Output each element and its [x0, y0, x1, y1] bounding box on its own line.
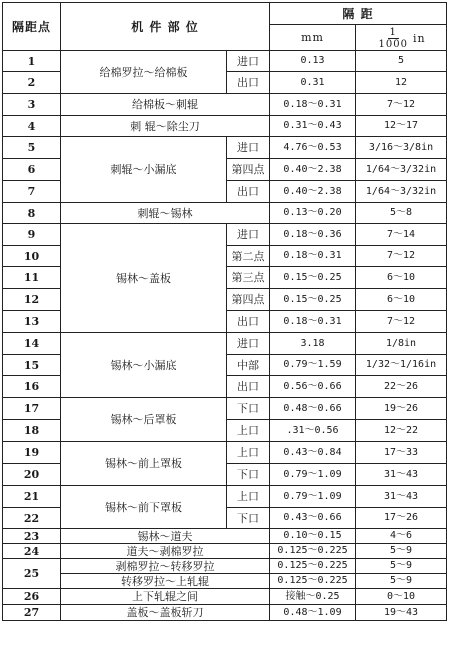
- point-number: 27: [3, 605, 61, 621]
- part-position: 锡林～道夫: [61, 529, 270, 544]
- gauge-settings-table: [2, 2, 447, 621]
- table-row: [3, 333, 447, 355]
- point-number: 12: [3, 289, 61, 311]
- point-number: 8: [3, 203, 61, 224]
- point-number: 16: [3, 376, 61, 398]
- point-number: 15: [3, 355, 61, 376]
- point-number: 22: [3, 508, 61, 529]
- sub-position: 进口: [227, 224, 270, 246]
- gauge-thou-value: 31～43: [356, 464, 447, 486]
- part-position: 锡林～盖板: [61, 224, 227, 333]
- gauge-thou-value: 31～43: [356, 486, 447, 508]
- gauge-mm-value: 0.79～1.09: [270, 486, 356, 508]
- point-number: 2: [3, 72, 61, 94]
- gauge-thou-value: 6～10: [356, 267, 447, 289]
- gauge-thou-value: 5: [356, 51, 447, 72]
- part-position: 上下轧辊之间: [61, 589, 270, 605]
- gauge-mm-value: 0.125～0.225: [270, 544, 356, 559]
- gauge-mm-value: 0.15～0.25: [270, 267, 356, 289]
- gauge-thou-value: 12～22: [356, 420, 447, 442]
- gauge-thou-value: 1/64～3/32in: [356, 181, 447, 203]
- gauge-mm-value: 0.18～0.36: [270, 224, 356, 246]
- sub-position: 上口: [227, 486, 270, 508]
- gauge-mm-value: 0.79～1.59: [270, 355, 356, 376]
- point-number: 19: [3, 442, 61, 464]
- sub-position: 第四点: [227, 159, 270, 181]
- sub-position: 进口: [227, 137, 270, 159]
- gauge-thou-value: 1/64～3/32in: [356, 159, 447, 181]
- part-position: 刺辊～小漏底: [61, 137, 227, 203]
- sub-position: 进口: [227, 51, 270, 72]
- sub-position: 上口: [227, 420, 270, 442]
- unit-fraction: $\frac{1}{1000}$: [378, 27, 408, 50]
- header-part: 机 件 部 位: [61, 3, 270, 51]
- point-number: 24: [3, 544, 61, 559]
- gauge-thou-value: 5～8: [356, 203, 447, 224]
- point-number: 20: [3, 464, 61, 486]
- sub-position: 出口: [227, 181, 270, 203]
- table-row: [3, 51, 447, 72]
- gauge-mm-value: 0.125～0.225: [270, 574, 356, 589]
- gauge-thou-value: 7～12: [356, 311, 447, 333]
- sub-position: 下口: [227, 398, 270, 420]
- part-position: 锡林～小漏底: [61, 333, 227, 398]
- gauge-thou-value: 17～33: [356, 442, 447, 464]
- point-number: 3: [3, 94, 61, 116]
- sub-position: 进口: [227, 333, 270, 355]
- gauge-thou-value: 7～14: [356, 224, 447, 246]
- gauge-thou-value: 4～6: [356, 529, 447, 544]
- part-position: 锡林～前上罩板: [61, 442, 227, 486]
- point-number: 1: [3, 51, 61, 72]
- point-number: 13: [3, 311, 61, 333]
- gauge-mm-value: 0.13～0.20: [270, 203, 356, 224]
- part-position: 道夫～剥棉罗拉: [61, 544, 270, 559]
- gauge-mm-value: 接触～0.25: [270, 589, 356, 605]
- table-row: [3, 559, 447, 574]
- point-number: 26: [3, 589, 61, 605]
- header-point: 隔距点: [3, 3, 61, 51]
- sub-position: 出口: [227, 376, 270, 398]
- point-number: 11: [3, 267, 61, 289]
- gauge-mm-value: 0.79～1.09: [270, 464, 356, 486]
- gauge-mm-value: 0.31: [270, 72, 356, 94]
- gauge-mm-value: 0.48～1.09: [270, 605, 356, 621]
- sub-position: 第四点: [227, 289, 270, 311]
- gauge-mm-value: 0.18～0.31: [270, 246, 356, 267]
- table-body: [3, 51, 447, 621]
- header-gauge: 隔 距: [270, 3, 447, 25]
- gauge-mm-value: 0.43～0.84: [270, 442, 356, 464]
- gauge-mm-value: 0.40～2.38: [270, 181, 356, 203]
- gauge-thou-value: 5～9: [356, 574, 447, 589]
- gauge-thou-value: 17～26: [356, 508, 447, 529]
- gauge-thou-value: 0～10: [356, 589, 447, 605]
- point-number: 25: [3, 559, 61, 589]
- sub-position: 下口: [227, 464, 270, 486]
- gauge-mm-value: 3.18: [270, 333, 356, 355]
- gauge-thou-value: 3/16～3/8in: [356, 137, 447, 159]
- sub-position: 第二点: [227, 246, 270, 267]
- gauge-mm-value: 0.13: [270, 51, 356, 72]
- sub-position: 出口: [227, 311, 270, 333]
- gauge-thou-value: 12: [356, 72, 447, 94]
- table-row: [3, 203, 447, 224]
- gauge-thou-value: 5～9: [356, 544, 447, 559]
- sub-position: 出口: [227, 72, 270, 94]
- gauge-thou-value: 1/32～1/16in: [356, 355, 447, 376]
- part-position: 给棉罗拉～给棉板: [61, 51, 227, 94]
- part-position: 刺 辊～除尘刀: [61, 116, 270, 137]
- gauge-mm-value: 0.48～0.66: [270, 398, 356, 420]
- gauge-mm-value: 0.125～0.225: [270, 559, 356, 574]
- point-number: 18: [3, 420, 61, 442]
- gauge-mm-value: .31～0.56: [270, 420, 356, 442]
- point-number: 14: [3, 333, 61, 355]
- part-position: 锡林～后罩板: [61, 398, 227, 442]
- gauge-thou-value: 5～9: [356, 559, 447, 574]
- header-unit-in: $\frac{1}{1000}$ in: [356, 25, 447, 51]
- part-position: 转移罗拉～上轧辊: [61, 574, 270, 589]
- point-number: 7: [3, 181, 61, 203]
- gauge-mm-value: 4.76～0.53: [270, 137, 356, 159]
- point-number: 4: [3, 116, 61, 137]
- table-row: [3, 137, 447, 159]
- gauge-thou-value: 7～12: [356, 94, 447, 116]
- table-row: [3, 589, 447, 605]
- part-position: 剥棉罗拉～转移罗拉: [61, 559, 270, 574]
- gauge-mm-value: 0.15～0.25: [270, 289, 356, 311]
- table-row: [3, 224, 447, 246]
- table-row: [3, 529, 447, 544]
- gauge-mm-value: 0.10～0.15: [270, 529, 356, 544]
- gauge-thou-value: 7～12: [356, 246, 447, 267]
- gauge-thou-value: 1/8in: [356, 333, 447, 355]
- gauge-thou-value: 12～17: [356, 116, 447, 137]
- gauge-mm-value: 0.43～0.66: [270, 508, 356, 529]
- table-row: [3, 486, 447, 508]
- part-position: 刺辊～锡林: [61, 203, 270, 224]
- gauge-thou-value: 19～43: [356, 605, 447, 621]
- table-row: [3, 94, 447, 116]
- sub-position: 上口: [227, 442, 270, 464]
- point-number: 6: [3, 159, 61, 181]
- gauge-mm-value: 0.56～0.66: [270, 376, 356, 398]
- point-number: 5: [3, 137, 61, 159]
- table-row: [3, 116, 447, 137]
- gauge-mm-value: 0.18～0.31: [270, 311, 356, 333]
- sub-position: 第三点: [227, 267, 270, 289]
- gauge-mm-value: 0.18～0.31: [270, 94, 356, 116]
- table-row: [3, 398, 447, 420]
- part-position: 锡林～前下罩板: [61, 486, 227, 529]
- sub-position: 下口: [227, 508, 270, 529]
- gauge-mm-value: 0.40～2.38: [270, 159, 356, 181]
- table-row: [3, 442, 447, 464]
- sub-position: 中部: [227, 355, 270, 376]
- gauge-thou-value: 6～10: [356, 289, 447, 311]
- gauge-thou-value: 19～26: [356, 398, 447, 420]
- table-row: [3, 544, 447, 559]
- gauge-mm-value: 0.31～0.43: [270, 116, 356, 137]
- point-number: 23: [3, 529, 61, 544]
- table-row: [3, 574, 447, 589]
- table-row: [3, 605, 447, 621]
- part-position: 盖板～盖板斩刀: [61, 605, 270, 621]
- point-number: 21: [3, 486, 61, 508]
- part-position: 给棉板～刺辊: [61, 94, 270, 116]
- point-number: 17: [3, 398, 61, 420]
- point-number: 9: [3, 224, 61, 246]
- point-number: 10: [3, 246, 61, 267]
- header-unit-mm: mm: [270, 25, 356, 51]
- gauge-thou-value: 22～26: [356, 376, 447, 398]
